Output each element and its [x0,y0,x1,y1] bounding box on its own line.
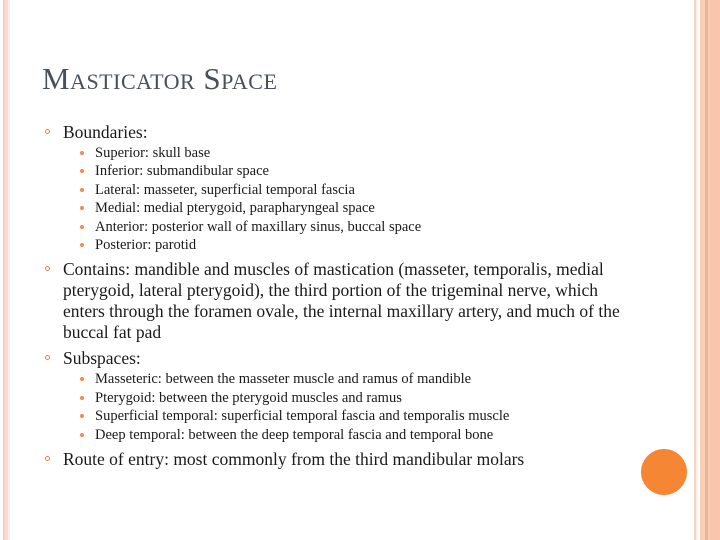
outline-item-level2-text: Posterior: parotid [95,237,197,254]
page-title: Masticator Space [42,61,278,96]
accent-circle-decoration [641,449,687,495]
bullet-dot-icon [80,188,84,192]
outline-item-level1-text: Route of entry: most commonly from the third mandibular molars [63,449,525,470]
right-edge-stripe-2 [696,0,698,540]
bullet-dot-icon [80,169,84,173]
outline-item-level2-text: Lateral: masseter, superficial temporal fascia [95,181,355,198]
outline-item-level2 [63,236,642,254]
outline-item-level2-text: Medial: medial pterygoid, parapharyngeal space [95,200,375,217]
outline-item-level1 [42,259,642,343]
outline-item-level2-text: Inferior: submandibular space [95,163,269,180]
bullet-ring-icon [45,456,50,461]
bullet-dot-icon [80,414,84,418]
outline-item-level1-text: Contains: mandible and muscles of mastication (masseter, temporalis, medial pterygoid, lateral pterygoid), the third portion of the trigeminal nerve, which enters through the foramen ovale, the internal maxillary artery, and much of the buccal fat pad [63,259,620,343]
outline-sublist [63,370,642,444]
outline-item-level2 [63,426,642,444]
outline-item-level2-text: Superficial temporal: superficial temporal fascia and temporalis muscle [95,408,510,425]
outline-item-level2 [63,218,642,236]
left-edge-stripe-inner [8,0,10,540]
slide-body [42,122,642,472]
outline-item-level2 [63,199,642,217]
outline-item-level2 [63,162,642,180]
outline-item-level2 [63,181,642,199]
outline-item-level1 [42,449,642,470]
outline-item-level1-text: Boundaries: [63,122,148,142]
outline-item-level2 [63,370,642,388]
right-edge-stripe-6 [710,0,720,540]
outline-item-level2 [63,144,642,162]
bullet-dot-icon [80,433,84,437]
bullet-ring-icon [45,129,50,134]
outline-item-level2-text: Masseteric: between the masseter muscle and ramus of mandible [95,371,472,388]
outline-item-level1 [42,122,642,254]
outline-item-level2 [63,407,642,425]
outline-item-level1-text: Subspaces: [63,348,141,369]
outline-item-level2-text: Pterygoid: between the pterygoid muscles and ramus [95,389,402,406]
bullet-dot-icon [80,396,84,400]
outline-item-level2-text: Anterior: posterior wall of maxillary sinus, buccal space [95,218,422,235]
bullet-dot-icon [80,151,84,155]
bullet-dot-icon [80,225,84,229]
outline-item-level2-text: Deep temporal: between the deep temporal fascia and temporal bone [95,426,494,443]
bullet-dot-icon [80,206,84,210]
outline-item-level2 [63,389,642,407]
bullet-dot-icon [80,243,84,247]
outline-list [42,122,642,470]
bullet-dot-icon [80,377,84,381]
outline-sublist [63,144,642,254]
outline-item-level2-text: Superior: skull base [95,145,211,161]
bullet-ring-icon [45,266,50,271]
bullet-ring-icon [45,355,50,360]
outline-item-level1 [42,348,642,444]
